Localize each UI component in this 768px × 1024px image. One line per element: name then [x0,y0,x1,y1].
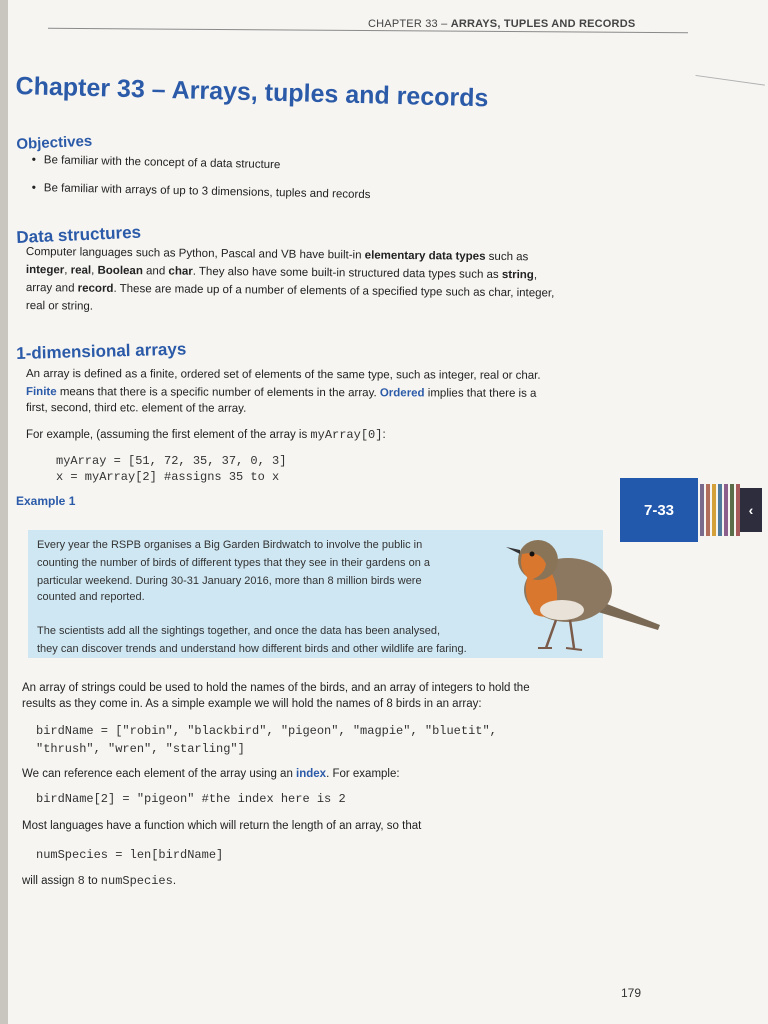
code-line: birdName = ["robin", "blackbird", "pigeon", "magpie", "bluetit", [36,724,497,738]
example-box [28,530,603,658]
example-label: Example 1 [16,494,76,508]
paragraph-line: For example, (assuming the first element of the array is myArray[0]: [26,428,386,442]
code-line: birdName[2] = "pigeon" #the index here is 2 [36,792,346,806]
code-line: myArray = [51, 72, 35, 37, 0, 3] [56,454,287,468]
paragraph-line: An array of strings could be used to hold the names of the birds, and an array of integers to hold the [22,682,530,694]
robin-image [490,530,670,658]
chevron-left-icon[interactable]: ‹ [740,488,762,532]
paragraph-line: Finite means that there is a specific number of elements in the array. Ordered implies that there is a [25,386,537,400]
paragraph-line: Most languages have a function which will return the length of an array, so that [22,820,422,832]
chapter-title: Chapter 33 – Arrays, tuples and records [15,72,489,113]
page-curl [695,35,768,85]
paragraph-line: integer, real, Boolean and char. They also have some built-in structured data types such as string, [25,263,538,282]
paragraph-line: first, second, third etc. element of the array. [25,402,247,415]
example-line: counting the number of birds of different types that they see in their gardens on a [37,557,430,569]
example-line: they can discover trends and understand how different birds and other wildlife are faring. [37,643,467,655]
example-line: particular weekend. During 30-31 January 2016, more than 8 million birds were [37,575,422,587]
example-line: The scientists add all the sightings together, and once the data has been analysed, [37,625,440,637]
one-dim-heading: 1-dimensional arrays [16,339,187,363]
paragraph-line: We can reference each element of the array using an index. For example: [22,768,400,780]
code-line: "thrush", "wren", "starling"] [36,742,245,756]
example-line: Every year the RSPB organises a Big Garden Birdwatch to involve the public in [37,539,423,551]
paragraph-line: real or string. [25,299,94,313]
code-line: numSpecies = len[birdName] [36,848,224,862]
paragraph-line: array and record. These are made up of a number of elements of a specified type such as char, integer, [25,281,555,300]
textbook-page [8,0,768,1024]
paragraph-line: Computer languages such as Python, Pascal and VB have built-in elementary data types such as [25,245,529,264]
bullet-icon: • [31,181,36,195]
code-line: x = myArray[2] #assigns 35 to x [56,470,280,484]
example-line: counted and reported. [37,591,145,603]
bullet-icon: • [31,153,36,167]
objectives-heading: Objectives [16,132,93,153]
chapter-tab[interactable] [620,478,768,542]
page-number: 179 [621,986,642,1000]
paragraph-line: will assign 8 to numSpecies. [22,874,177,888]
objective-item: • Be familiar with the concept of a data structure [31,153,281,172]
objective-item: • Be familiar with arrays of up to 3 dimensions, tuples and records [31,181,371,202]
chapter-tab-label: 7-33 [620,478,698,542]
running-header: CHAPTER 33 – ARRAYS, TUPLES AND RECORDS [368,18,636,30]
data-structures-heading: Data structures [16,222,142,247]
paragraph-line: An array is defined as a finite, ordered set of elements of the same type, such as integer, real or char. [25,368,541,382]
paragraph-line: results as they come in. As a simple example we will hold the names of 8 birds in an array: [22,698,482,710]
